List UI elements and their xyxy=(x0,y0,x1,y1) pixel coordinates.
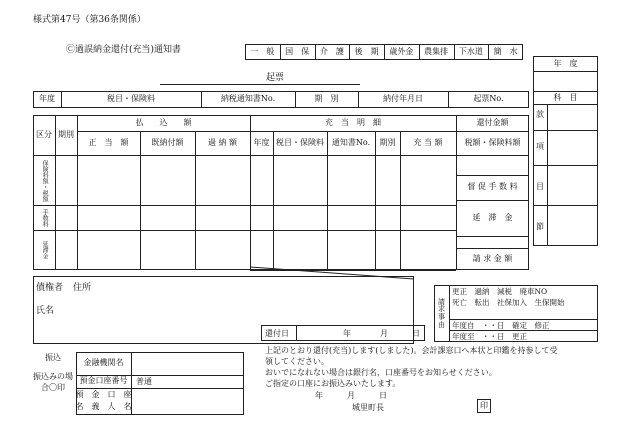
form-number: 様式第47号（第36条関係） xyxy=(33,15,146,25)
furikomi-label: 振込 xyxy=(45,353,61,362)
fiscal-year-label: 年 度 xyxy=(553,58,578,68)
juutou-amount-header: 充 当 額 xyxy=(413,137,443,147)
juutou-period-header: 期別 xyxy=(379,137,396,147)
reason-line2: 死亡 転出 社保加入 生保開始 xyxy=(452,298,565,307)
category-cell: 農集排 xyxy=(424,46,449,56)
claimant-label: 債権者 xyxy=(36,283,64,293)
form-title-text: 過誤納金還付(充当)通知書 xyxy=(75,45,182,55)
category-cell: 下水道 xyxy=(458,46,483,56)
top-period: 期 別 xyxy=(314,94,339,104)
reason-line1: 更正 過納 減税 廃車NO xyxy=(452,287,548,296)
notice-line2: 領してください。 xyxy=(265,357,329,366)
correct-header: 正 当 額 xyxy=(88,137,129,147)
juutou-year-header: 年度 xyxy=(253,137,270,147)
kamoku-label: 科 目 xyxy=(553,92,578,102)
haraikomi-header: 払 込 額 xyxy=(135,117,192,127)
notice-line3: おいでになれない場合は銀行名，口座番号をお知らせください。 xyxy=(265,368,497,377)
entai-label: 延 滞 金 xyxy=(472,212,513,222)
kisai-label: 起票 xyxy=(266,73,285,83)
tokusoku-label: 督 促 手 数 料 xyxy=(467,182,518,192)
holder-label-2: 名 義 人 名 xyxy=(75,402,132,412)
name-label: 氏名 xyxy=(36,306,55,316)
kou-label: 項 xyxy=(536,141,544,151)
mayor-title: 城里町長 xyxy=(352,403,384,412)
moku-label: 目 xyxy=(536,181,544,191)
tax-insurance-header: 税額・保険料額 xyxy=(464,137,521,147)
overpaid-header: 過 納 額 xyxy=(207,137,238,147)
category-cell: 介 護 xyxy=(319,46,344,56)
account-number-label: 預金口座番号 xyxy=(79,376,128,386)
refund-year: 年 xyxy=(343,329,351,338)
furikomi-case-label: 振込みの場合〇印 xyxy=(33,371,73,392)
holder-label-1: 預 金 口 座 xyxy=(75,389,132,399)
refund-date-label: 還付日 xyxy=(265,329,289,338)
juutou-tax-header: 税目・保険料 xyxy=(276,137,324,147)
setsu-label: 節 xyxy=(536,221,544,231)
juutou-header: 充 当 明 細 xyxy=(325,117,381,127)
juutou-notice-header: 通知書No. xyxy=(331,137,371,147)
kan-label: 款 xyxy=(536,109,544,119)
row-tax-label: 保険料額・税額 xyxy=(41,160,49,202)
seal-mark: 印 xyxy=(477,399,491,413)
category-cell: 後 期 xyxy=(354,46,379,56)
row-late-label: 延滞金 xyxy=(41,241,49,259)
address-label: 住所 xyxy=(73,283,92,293)
kubun-header: 区分 xyxy=(36,129,52,139)
category-cell: 国 保 xyxy=(285,46,310,56)
circle-c-icon: Ⓒ xyxy=(66,45,76,55)
diagonal-line xyxy=(250,265,420,281)
notice-line1: 上記のとおり還付(充当)します(しました)。会計課窓口へ本状と印鑑を持参して受 xyxy=(265,346,558,355)
notice-date: 年 月 日 xyxy=(315,391,387,400)
already-header: 既納付額 xyxy=(151,137,184,147)
notice-line4: ご指定の口座にお振込みいたします。 xyxy=(265,379,401,388)
row-fee-label: 手数料 xyxy=(41,209,49,227)
futsu-label: 普通 xyxy=(136,377,152,386)
reason-line3: 年度自 ・・日 確定 修正 xyxy=(452,321,550,330)
reason-line4: 年度至 ・・日 更正 xyxy=(452,332,527,341)
form-title xyxy=(66,46,181,55)
refund-month: 月 xyxy=(380,329,388,338)
category-cell: 一 般 xyxy=(250,46,275,56)
top-notice-no: 納税通知書No. xyxy=(220,94,276,104)
refund-amount-header: 還付金額 xyxy=(476,117,509,127)
top-kisai-no: 起票No. xyxy=(473,94,504,104)
category-cell: 簡 水 xyxy=(493,46,518,56)
top-year: 年度 xyxy=(39,94,55,104)
bank-name-label: 金融機関名 xyxy=(83,358,124,368)
refund-day: 日 xyxy=(412,329,420,338)
kibetsu-header: 期別 xyxy=(58,129,74,139)
reasons-label: 請求事由 xyxy=(438,297,445,329)
category-cell: 歳外金 xyxy=(389,46,414,56)
seikyu-label: 請 求 金 額 xyxy=(472,253,513,263)
top-tax-item: 税目・保険料 xyxy=(107,94,155,104)
top-payment-date: 納付年月日 xyxy=(383,94,423,104)
